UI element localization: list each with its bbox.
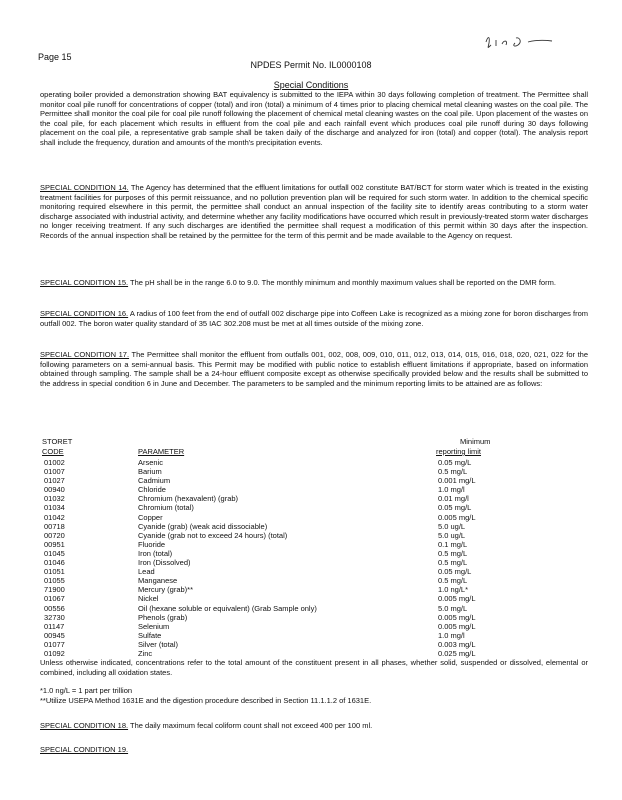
table-header xyxy=(42,437,582,458)
continuation-paragraph: operating boiler provided a demonstration showing BAT equivalency is submitted to the IEPA within 30 days following completion of treatment. The Permittee shall monitor coal pile runoff for concentrations of copper (total) and iron (total) a minimum of 4 times prior to placing chemical metal cleaning wastes on the coal pile. The Permittee shall monitor the coal pile for coal pile runoff following the placement of chemical metal cleaning wastes on the coal pile. Upon placement of the wastes on the coal pile, for each placement which results in effluent from the coal pile and each rainfall event which produces coal pile runoff during 30 days following placement on the coal pile, a representative grab sample shall be taken daily of the discharge and analyzed for iron (total) and copper (total). The analysis report shall include the frequency, duration and amounts of the month's precipitation events. xyxy=(40,90,588,147)
parameter-cell: Arsenic xyxy=(138,458,164,467)
footnote-1: *1.0 ng/L = 1 part per trillion xyxy=(40,686,133,695)
storet-code-cell: 00945 xyxy=(44,630,65,640)
header-reporting-limit: reporting limit xyxy=(436,447,482,456)
header-minimum: Minimum xyxy=(460,437,491,446)
note-paragraph: Unless otherwise indicated, concentrations refer to the total amount of the constituent present in all phases, whether solid, suspended or dissolved, elemental or combined, including all oxidation states. xyxy=(40,658,588,677)
table-row xyxy=(42,458,582,467)
parameter-cell: Sulfate xyxy=(138,630,162,640)
limit-cell: 0.01 mg/l xyxy=(438,494,469,504)
special-condition-16 xyxy=(40,309,588,328)
limit-cell: 0.1 mg/L xyxy=(438,539,468,549)
storet-code-cell: 01055 xyxy=(44,576,65,586)
special-condition-19 xyxy=(40,745,588,755)
table-row xyxy=(42,649,582,658)
parameter-cell: Mercury (grab)** xyxy=(138,585,194,595)
condition-label: SPECIAL CONDITION 15. xyxy=(40,278,129,287)
storet-code-cell: 00720 xyxy=(44,530,65,540)
storet-code-cell: 00556 xyxy=(44,603,65,613)
page-number: Page 15 xyxy=(38,52,72,62)
condition-label: SPECIAL CONDITION 14. xyxy=(40,183,129,192)
storet-code-cell: 01045 xyxy=(44,548,65,558)
parameter-cell: Manganese xyxy=(138,576,178,586)
table-row xyxy=(42,531,582,540)
condition-label: SPECIAL CONDITION 18. xyxy=(40,721,129,730)
storet-code-cell: 01034 xyxy=(44,503,65,513)
limit-cell: 0.5 mg/L xyxy=(438,467,468,477)
table-row xyxy=(42,494,582,503)
special-condition-15 xyxy=(40,278,588,288)
storet-code-cell: 01027 xyxy=(44,476,65,486)
storet-code-cell: 01077 xyxy=(44,639,65,649)
parameter-cell: Cadmium xyxy=(138,476,171,486)
parameter-cell: Barium xyxy=(138,467,162,477)
table-row xyxy=(42,640,582,649)
table-row xyxy=(42,467,582,476)
table-row xyxy=(42,622,582,631)
condition-text: The daily maximum fecal coliform count shall not exceed 400 per 100 ml. xyxy=(128,721,373,730)
parameter-cell: Iron (total) xyxy=(138,548,173,558)
limit-cell: 0.05 mg/L xyxy=(438,567,472,577)
parameter-cell: Zinc xyxy=(138,648,153,658)
table-row xyxy=(42,631,582,640)
parameter-cell: Cyanide (grab) (weak acid dissociable) xyxy=(138,521,268,531)
limit-cell: 0.005 mg/L xyxy=(438,594,476,604)
limit-cell: 5.0 ug/L xyxy=(438,530,466,540)
condition-text: The Agency has determined that the effluent limitations for outfall 002 constitute BAT/BCT for storm water which is treated in the existing treatment facilities for purposes of this permit reissuance, and no pollution prevention plan will be required for such storm water. In addition to the chemical specific monitoring required elsewhere in this permit, the permittee shall conduct an annual inspection of the facility site to identify areas contributing to a storm water discharge associated with industrial activity, and determine whether any facility modifications have occurred which result in previously-treated storm water discharges no longer receiving treatment. If any such discharges are identified the permittee shall request a modification of this permit within 30 days after the inspection. Records of the annual inspection shall be retained by the permittee for the term of this permit and be made available to the Agency on request. xyxy=(40,183,588,240)
condition-text: The Permittee shall monitor the effluent from outfalls 001, 002, 008, 009, 010, 011, 012, 013, 014, 015, 016, 018, 020, 021, 022 for the following parameters on a semi-annual basis. This Permit may be modified with public notice to establish effluent limitations if appropriate, based on information obtained through sampling. The sample shall be a 24-hour effluent composite except as otherwise specifically provided below and the results shall be submitted to the address in special condition 6 in June and December. The parameters to be sampled and the minimum reporting limits to be attained are as follows: xyxy=(40,350,589,388)
storet-code-cell: 01051 xyxy=(44,567,65,577)
table-row xyxy=(42,558,582,567)
storet-code-cell: 01147 xyxy=(44,621,65,631)
limit-cell: 0.5 mg/L xyxy=(438,548,468,558)
table-row xyxy=(42,513,582,522)
limit-cell: 0.003 mg/L xyxy=(438,639,476,649)
condition-label: SPECIAL CONDITION 19. xyxy=(40,745,129,754)
table-row xyxy=(42,613,582,622)
table-row xyxy=(42,585,582,594)
table-row xyxy=(42,540,582,549)
table-row xyxy=(42,503,582,512)
storet-code-cell: 71900 xyxy=(44,585,65,595)
table-row xyxy=(42,594,582,603)
permit-number-header: NPDES Permit No. IL0000108 xyxy=(250,60,372,70)
parameter-cell: Silver (total) xyxy=(138,639,179,649)
parameter-cell: Chromium (total) xyxy=(138,503,194,513)
storet-code-cell: 01046 xyxy=(44,558,65,568)
storet-code-cell: 01002 xyxy=(44,458,65,467)
special-condition-17 xyxy=(40,350,588,388)
table-row xyxy=(42,476,582,485)
parameter-cell: Nickel xyxy=(138,594,159,604)
parameter-cell: Fluoride xyxy=(138,539,166,549)
parameter-cell: Cyanide (grab not to exceed 24 hours) (total) xyxy=(138,530,288,540)
condition-text: The pH shall be in the range 6.0 to 9.0. The monthly minimum and monthly maximum values shall be reported on the DMR form. xyxy=(128,278,556,287)
storet-code-cell: 01032 xyxy=(44,494,65,504)
parameter-cell: Phenols (grab) xyxy=(138,612,188,622)
condition-label: SPECIAL CONDITION 16. xyxy=(40,309,129,318)
parameter-cell: Chloride xyxy=(138,485,166,495)
special-condition-18 xyxy=(40,721,588,731)
parameter-cell: Chromium (hexavalent) (grab) xyxy=(138,494,239,504)
header-parameter: PARAMETER xyxy=(138,447,185,456)
handwritten-mark xyxy=(468,30,568,54)
limit-cell: 0.025 mg/L xyxy=(438,648,476,658)
table-row xyxy=(42,576,582,585)
storet-code-cell: 32730 xyxy=(44,612,65,622)
table-row xyxy=(42,567,582,576)
section-title: Special Conditions xyxy=(273,80,349,90)
limit-cell: 5.0 ug/L xyxy=(438,521,466,531)
parameter-cell: Iron (Dissolved) xyxy=(138,558,191,568)
parameter-cell: Copper xyxy=(138,512,163,522)
limit-cell: 1.0 mg/l xyxy=(438,485,465,495)
table-row xyxy=(42,485,582,494)
condition-label: SPECIAL CONDITION 17. xyxy=(40,350,130,359)
table-row xyxy=(42,604,582,613)
limit-cell: 0.5 mg/L xyxy=(438,576,468,586)
table-row xyxy=(42,549,582,558)
parameter-cell: Lead xyxy=(138,567,155,577)
table-body xyxy=(42,458,582,658)
limit-cell: 0.005 mg/L xyxy=(438,621,476,631)
special-condition-14 xyxy=(40,183,588,241)
limit-cell: 0.005 mg/L xyxy=(438,612,476,622)
parameter-cell: Selenium xyxy=(138,621,170,631)
limit-cell: 1.0 mg/l xyxy=(438,630,465,640)
limit-cell: 5.0 mg/L xyxy=(438,603,468,613)
header-code: CODE xyxy=(42,447,64,456)
footnote-2: **Utilize USEPA Method 1631E and the digestion procedure described in Section 11.1.1.2 of 1631E. xyxy=(40,696,372,705)
limit-cell: 0.5 mg/L xyxy=(438,558,468,568)
limit-cell: 0.05 mg/L xyxy=(438,503,472,513)
limit-cell: 1.0 ng/L* xyxy=(438,585,469,595)
limit-cell: 0.05 mg/L xyxy=(438,458,472,467)
limit-cell: 0.005 mg/L xyxy=(438,512,476,522)
storet-code-cell: 01092 xyxy=(44,648,65,658)
storet-code-cell: 00951 xyxy=(44,539,65,549)
storet-code-cell: 01042 xyxy=(44,512,65,522)
storet-code-cell: 01007 xyxy=(44,467,65,477)
limit-cell: 0.001 mg/L xyxy=(438,476,476,486)
parameters-table xyxy=(42,437,582,658)
storet-code-cell: 00940 xyxy=(44,485,65,495)
storet-code-cell: 01067 xyxy=(44,594,65,604)
parameter-cell: Oil (hexane soluble or equivalent) (Grab Sample only) xyxy=(138,603,317,613)
table-row xyxy=(42,522,582,531)
condition-text: A radius of 100 feet from the end of outfall 002 discharge pipe into Coffeen Lake is recognized as a mixing zone for boron discharges from outfall 002. The boron water quality standard of 35 IAC 302.208 must be met at all times outside of the mixing zone. xyxy=(40,309,588,328)
storet-code-cell: 00718 xyxy=(44,521,65,531)
header-storet: STORET xyxy=(42,437,73,446)
